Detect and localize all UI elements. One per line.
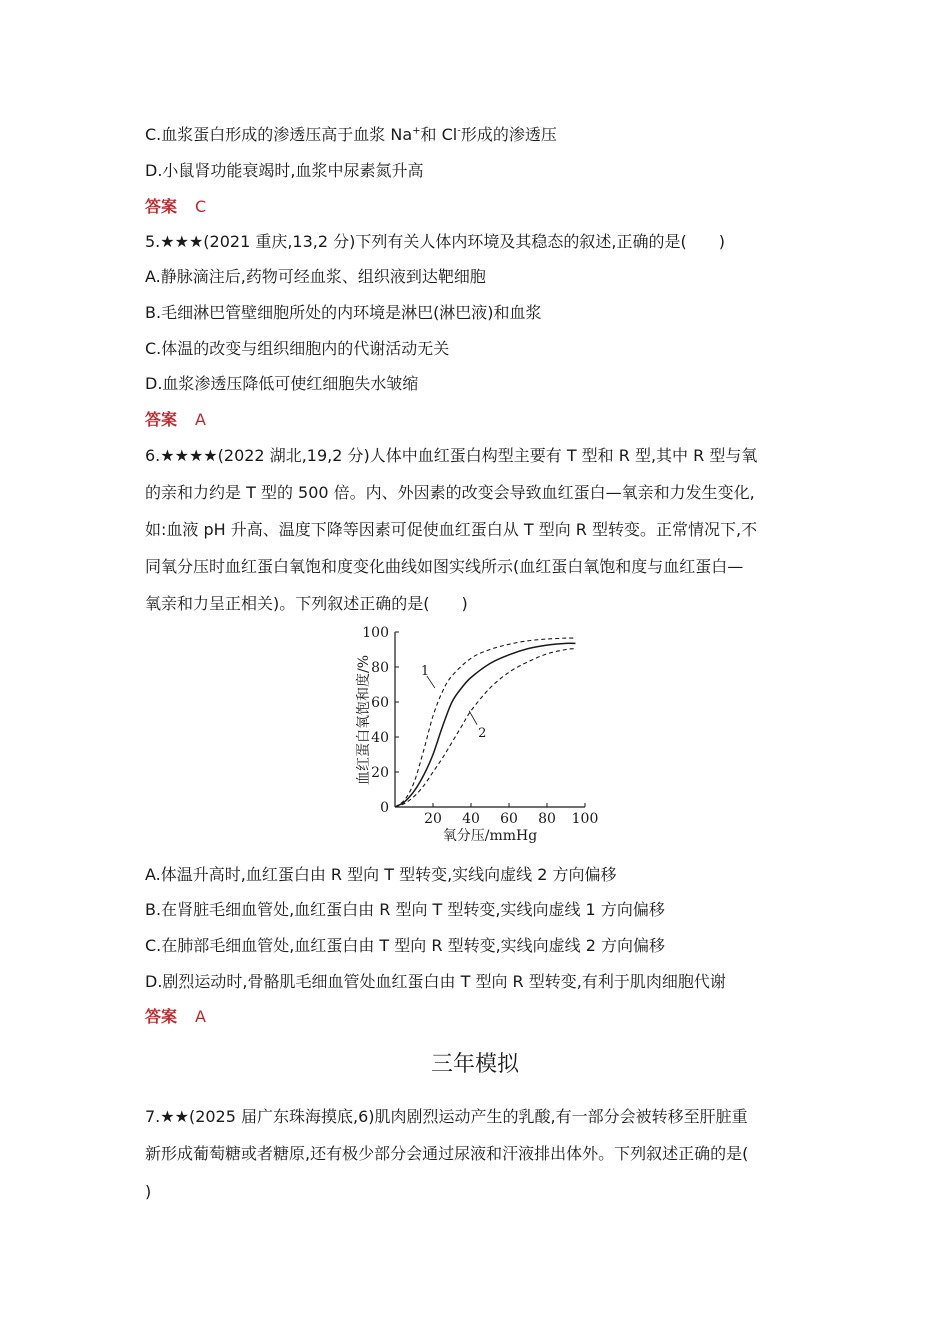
q6-stem-line-3: 如:血液 pH 升高、温度下降等因素可促使血红蛋白从 T 型向 R 型转变。正常情况下,不 bbox=[145, 520, 758, 539]
answer-label: 答案 bbox=[145, 410, 178, 429]
curve-labels bbox=[421, 664, 486, 741]
x-axis-label: 氧分压/mmHg bbox=[442, 828, 538, 844]
y-tick-label: 80 bbox=[371, 660, 389, 676]
cl-charge: - bbox=[457, 125, 461, 137]
na-charge: + bbox=[412, 125, 421, 137]
q7-stem-line-3: ) bbox=[145, 1182, 152, 1201]
q7-stem-line-2: 新形成葡萄糖或者糖原,还有极少部分会通过尿液和汗液排出体外。下列叙述正确的是( bbox=[145, 1144, 749, 1163]
x-tick-label: 20 bbox=[424, 811, 442, 827]
q6-answer bbox=[145, 1006, 206, 1028]
section-title: 三年模拟 bbox=[430, 1052, 519, 1077]
q6-stem-line-1: 6.★★★★(2022 湖北,19,2 分)人体中血红蛋白构型主要有 T 型和 R 型,其中 R 型与氧 bbox=[145, 446, 758, 465]
q6-option-b: B.在肾脏毛细血管处,血红蛋白由 R 型向 T 型转变,实线向虚线 1 方向偏移 bbox=[145, 900, 665, 919]
q6-stem-line-5: 氧亲和力呈正相关)。下列叙述正确的是( ) bbox=[145, 594, 468, 613]
q4-option-c-text-mid: 和 Cl bbox=[420, 125, 458, 144]
q5-option-a: A.静脉滴注后,药物可经血浆、组织液到达靶细胞 bbox=[145, 267, 486, 286]
q6-option-a: A.体温升高时,血红蛋白由 R 型向 T 型转变,实线向虚线 2 方向偏移 bbox=[145, 865, 617, 884]
q4-option-c-text: C.血浆蛋白形成的渗透压高于血浆 Na bbox=[145, 125, 413, 144]
answer-value: C bbox=[195, 197, 207, 216]
curve-label-leader bbox=[469, 711, 477, 725]
curve-label-1: 1 bbox=[420, 664, 430, 679]
x-tick-label: 80 bbox=[538, 811, 556, 827]
y-tick-label: 100 bbox=[362, 625, 389, 641]
x-tick-label: 100 bbox=[571, 811, 599, 827]
curve-label-2: 2 bbox=[478, 725, 487, 741]
q6-option-c: C.在肺部毛细血管处,血红蛋白由 T 型向 R 型转变,实线向虚线 2 方向偏移 bbox=[145, 936, 666, 955]
chart-axes bbox=[395, 632, 585, 807]
oxygen-saturation-chart bbox=[340, 620, 620, 850]
q5-option-b: B.毛细淋巴管壁细胞所处的内环境是淋巴(淋巴液)和血浆 bbox=[145, 303, 542, 322]
q6-stem-line-4: 同氧分压时血红蛋白氧饱和度变化曲线如图实线所示(血红蛋白氧饱和度与血红蛋白— bbox=[145, 557, 744, 576]
q5-stem: 5.★★★(2021 重庆,13,2 分)下列有关人体内环境及其稳态的叙述,正确的是( ) bbox=[145, 232, 725, 251]
y-tick-label: 20 bbox=[371, 765, 389, 781]
q6-option-d: D.剧烈运动时,骨骼肌毛细血管处血红蛋白由 T 型向 R 型转变,有利于肌肉细胞代谢 bbox=[145, 972, 726, 991]
q5-option-d: D.血浆渗透压降低可使红细胞失水皱缩 bbox=[145, 374, 419, 393]
y-axis-label: 血红蛋白氧饱和度/% bbox=[356, 654, 372, 786]
q5-option-c: C.体温的改变与组织细胞内的代谢活动无关 bbox=[145, 339, 450, 358]
x-tick-label: 40 bbox=[462, 811, 480, 827]
x-tick-label: 60 bbox=[500, 811, 518, 827]
y-tick-label: 60 bbox=[371, 695, 389, 711]
q7-stem-line-1: 7.★★(2025 届广东珠海摸底,6)肌肉剧烈运动产生的乳酸,有一部分会被转移至肝脏重 bbox=[145, 1107, 748, 1126]
q4-option-c-text-end: 形成的渗透压 bbox=[460, 125, 557, 144]
answer-value: A bbox=[195, 410, 206, 429]
y-tick-label: 40 bbox=[371, 730, 389, 746]
q4-answer bbox=[145, 196, 206, 218]
answer-label: 答案 bbox=[145, 1007, 178, 1026]
answer-value: A bbox=[195, 1007, 206, 1026]
answer-label: 答案 bbox=[145, 197, 178, 216]
y-tick-label: 0 bbox=[380, 800, 389, 816]
q5-answer bbox=[145, 409, 206, 431]
q4-option-c bbox=[145, 124, 557, 146]
q6-stem-line-2: 的亲和力约是 T 型的 500 倍。内、外因素的改变会导致血红蛋白—氧亲和力发生变化, bbox=[145, 483, 755, 502]
q4-option-d: D.小鼠肾功能衰竭时,血浆中尿素氮升高 bbox=[145, 161, 424, 180]
